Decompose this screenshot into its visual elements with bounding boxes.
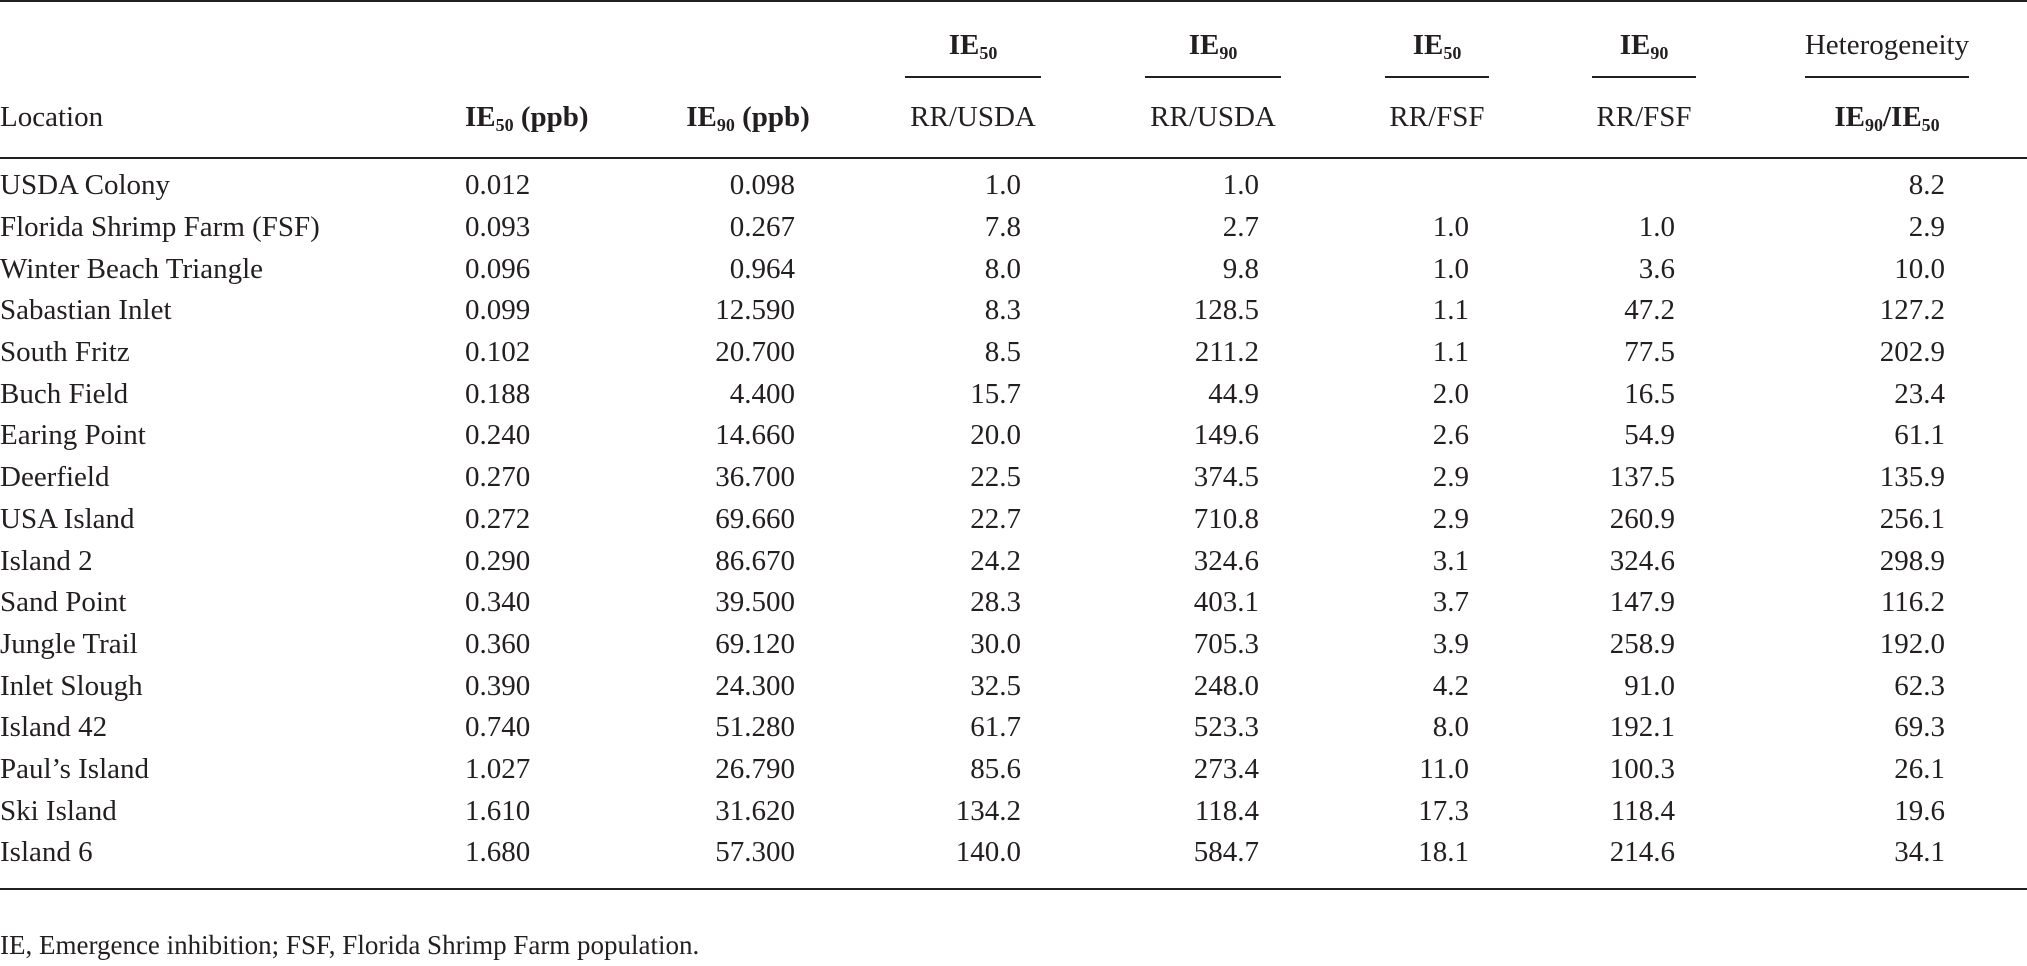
cell-ie50: 0.240 — [465, 419, 531, 452]
cell-rr-fsf-90: 54.9 — [1624, 419, 1675, 452]
table-row — [0, 415, 2027, 457]
cell-rr-usda-90: 118.4 — [1194, 794, 1259, 827]
table-row — [0, 624, 2027, 666]
group-header-empty — [465, 1, 643, 78]
table-row — [0, 582, 2027, 624]
cell-rr-usda-50: 22.5 — [970, 461, 1021, 494]
table-row — [0, 207, 2027, 249]
cell-rr-fsf-90 — [1541, 158, 1747, 207]
cell-location: Island 42 — [0, 711, 108, 744]
col-header-ie90 — [643, 78, 853, 158]
cell-rr-fsf-50: 2.9 — [1432, 502, 1469, 535]
cell-location: Earing Point — [0, 419, 146, 452]
group-header-heterogeneity — [1747, 1, 2027, 78]
cell-rr-usda-90: 1.0 — [1222, 169, 1259, 202]
cell-heterogeneity: 19.6 — [1894, 794, 1945, 827]
cell-rr-fsf-50 — [1333, 158, 1541, 207]
cell-location: Buch Field — [0, 377, 129, 410]
group-label-sub: 50 — [979, 43, 998, 64]
cell-location: Paul’s Island — [0, 752, 150, 785]
cell-heterogeneity: 127.2 — [1879, 294, 1945, 327]
cell-location: Inlet Slough — [0, 669, 143, 702]
cell-heterogeneity: 202.9 — [1879, 336, 1945, 369]
cell-ie50: 0.740 — [465, 711, 531, 744]
cell-rr-usda-90: 211.2 — [1194, 336, 1259, 369]
table-row — [0, 158, 2027, 207]
cell-rr-usda-90: 584.7 — [1093, 832, 1333, 889]
table-row — [0, 290, 2027, 332]
cell-rr-fsf-90: 192.1 — [1609, 711, 1675, 744]
cell-rr-fsf-90: 91.0 — [1624, 669, 1675, 702]
group-header-ie50-usda — [853, 1, 1093, 78]
group-label-sub: 50 — [1443, 43, 1462, 64]
table-row — [0, 248, 2027, 290]
cell-ie50: 1.610 — [465, 794, 531, 827]
cell-rr-usda-50: 134.2 — [955, 794, 1021, 827]
cell-rr-fsf-90: 118.4 — [1610, 794, 1675, 827]
cell-rr-usda-90: 248.0 — [1193, 669, 1259, 702]
cell-heterogeneity: 61.1 — [1894, 419, 1945, 452]
cell-rr-usda-50: 8.3 — [984, 294, 1021, 327]
table-row — [0, 832, 2027, 889]
cell-ie50: 0.096 — [465, 252, 531, 285]
cell-rr-usda-90: 128.5 — [1193, 294, 1259, 327]
cell-rr-usda-90: 9.8 — [1222, 252, 1259, 285]
cell-rr-fsf-90: 1.0 — [1638, 211, 1675, 244]
cell-rr-fsf-90: 258.9 — [1609, 627, 1675, 660]
cell-ie90: 14.660 — [715, 419, 795, 452]
group-label-base: IE — [1619, 29, 1651, 61]
cell-rr-fsf-90: 147.9 — [1609, 586, 1675, 619]
cell-rr-fsf-50: 1.1 — [1432, 336, 1469, 369]
cell-rr-fsf-50: 2.6 — [1432, 419, 1469, 452]
table-row — [0, 499, 2027, 541]
table-footnote: IE, Emergence inhibition; FSF, Florida Shrimp Farm population. — [0, 930, 700, 960]
cell-rr-usda-90: 149.6 — [1193, 419, 1259, 452]
cell-rr-usda-50: 15.7 — [970, 377, 1021, 410]
cell-rr-fsf-90: 324.6 — [1609, 544, 1675, 577]
cell-location: Winter Beach Triangle — [0, 252, 263, 285]
group-label — [905, 29, 1041, 78]
group-header-empty — [0, 1, 465, 78]
cell-rr-usda-90: 273.4 — [1193, 752, 1259, 785]
cell-location: Deerfield — [0, 461, 110, 494]
cell-rr-usda-50: 24.2 — [970, 544, 1021, 577]
cell-heterogeneity: 8.2 — [1908, 169, 1945, 202]
cell-rr-usda-90: 44.9 — [1208, 377, 1259, 410]
col-header-separator: / — [1882, 101, 1892, 133]
group-label — [1145, 29, 1281, 78]
cell-ie50: 1.680 — [465, 832, 643, 889]
cell-location: Ski Island — [0, 794, 117, 827]
cell-rr-usda-90: 710.8 — [1193, 502, 1259, 535]
cell-heterogeneity: 298.9 — [1879, 544, 1945, 577]
column-header-row — [0, 78, 2027, 158]
group-header-empty — [643, 1, 853, 78]
cell-rr-usda-90: 374.5 — [1193, 461, 1259, 494]
group-header-row — [0, 1, 2027, 78]
col-header-base: IE — [465, 101, 496, 133]
col-header-sub: 90 — [716, 115, 735, 136]
cell-rr-usda-50: 7.8 — [984, 211, 1021, 244]
cell-location: Island 2 — [0, 544, 93, 577]
cell-rr-fsf-50: 11.0 — [1419, 752, 1469, 785]
col-header-rr-fsf-50: RR/FSF — [1333, 78, 1541, 158]
col-header-rr-fsf-90: RR/FSF — [1541, 78, 1747, 158]
group-label: Heterogeneity — [1805, 29, 1969, 78]
group-label — [1385, 29, 1489, 78]
cell-rr-usda-50: 1.0 — [984, 169, 1021, 202]
col-header-base: IE — [1834, 101, 1865, 133]
cell-ie90: 12.590 — [715, 294, 795, 327]
cell-rr-usda-50: 85.6 — [970, 752, 1021, 785]
cell-heterogeneity: 256.1 — [1879, 502, 1945, 535]
cell-rr-fsf-50: 1.0 — [1432, 211, 1469, 244]
group-label-base: IE — [948, 29, 980, 61]
cell-ie90: 31.620 — [715, 794, 795, 827]
cell-rr-fsf-90: 47.2 — [1624, 294, 1675, 327]
cell-rr-usda-90: 403.1 — [1193, 586, 1259, 619]
cell-rr-fsf-90: 214.6 — [1541, 832, 1747, 889]
cell-rr-usda-50: 20.0 — [970, 419, 1021, 452]
cell-ie90: 36.700 — [715, 461, 795, 494]
cell-rr-fsf-90: 260.9 — [1609, 502, 1675, 535]
col-header-rr-usda-50: RR/USDA — [853, 78, 1093, 158]
cell-rr-fsf-90: 137.5 — [1609, 461, 1675, 494]
cell-rr-usda-50: 32.5 — [970, 669, 1021, 702]
cell-rr-fsf-50: 18.1 — [1333, 832, 1541, 889]
cell-ie50: 0.270 — [465, 461, 531, 494]
group-label — [1592, 29, 1696, 78]
group-header-ie90-usda — [1093, 1, 1333, 78]
cell-heterogeneity: 26.1 — [1894, 752, 1945, 785]
cell-heterogeneity: 192.0 — [1879, 627, 1945, 660]
group-label-sub: 90 — [1219, 43, 1238, 64]
cell-rr-fsf-90: 77.5 — [1624, 336, 1675, 369]
cell-rr-fsf-50: 1.0 — [1432, 252, 1469, 285]
cell-rr-usda-90: 324.6 — [1193, 544, 1259, 577]
cell-ie50: 1.027 — [465, 752, 531, 785]
cell-location: USDA Colony — [0, 169, 171, 202]
col-header-unit: (ppb) — [734, 101, 810, 133]
cell-ie50: 0.093 — [465, 211, 531, 244]
cell-ie50: 0.360 — [465, 627, 531, 660]
cell-rr-usda-90: 705.3 — [1193, 627, 1259, 660]
col-header-base: IE — [686, 101, 717, 133]
cell-ie50: 0.102 — [465, 336, 531, 369]
cell-rr-fsf-50: 3.1 — [1432, 544, 1469, 577]
cell-rr-fsf-50: 4.2 — [1432, 669, 1469, 702]
cell-ie90: 20.700 — [715, 336, 795, 369]
cell-ie90: 51.280 — [715, 711, 795, 744]
cell-ie90: 86.670 — [715, 544, 795, 577]
cell-ie50: 0.340 — [465, 586, 531, 619]
cell-ie50: 0.272 — [465, 502, 531, 535]
cell-rr-usda-90: 523.3 — [1193, 711, 1259, 744]
cell-heterogeneity: 23.4 — [1894, 377, 1945, 410]
cell-location: Island 6 — [0, 832, 465, 889]
cell-rr-fsf-50: 3.9 — [1432, 627, 1469, 660]
group-header-ie50-fsf — [1333, 1, 1541, 78]
group-header-ie90-fsf — [1541, 1, 1747, 78]
table-head — [0, 1, 2027, 158]
cell-rr-fsf-50: 1.1 — [1432, 294, 1469, 327]
cell-rr-fsf-50: 2.9 — [1432, 461, 1469, 494]
cell-rr-usda-50: 28.3 — [970, 586, 1021, 619]
cell-ie90: 0.098 — [729, 169, 795, 202]
cell-ie90: 0.964 — [729, 252, 795, 285]
group-label-base: IE — [1412, 29, 1444, 61]
cell-location: Sand Point — [0, 586, 127, 619]
col-header-rr-usda-90: RR/USDA — [1093, 78, 1333, 158]
cell-rr-usda-50: 140.0 — [853, 832, 1093, 889]
cell-heterogeneity: 34.1 — [1747, 832, 2027, 889]
cell-ie90: 69.660 — [715, 502, 795, 535]
cell-rr-fsf-90: 100.3 — [1609, 752, 1675, 785]
col-header-sub: 50 — [495, 115, 514, 136]
cell-ie90: 0.267 — [729, 211, 795, 244]
table-row — [0, 540, 2027, 582]
cell-rr-fsf-90: 3.6 — [1638, 252, 1675, 285]
cell-ie90: 24.300 — [715, 669, 795, 702]
cell-heterogeneity: 62.3 — [1894, 669, 1945, 702]
cell-ie90: 4.400 — [729, 377, 795, 410]
cell-ie50: 0.099 — [465, 294, 531, 327]
col-header-location: Location — [0, 78, 465, 158]
cell-location: Florida Shrimp Farm (FSF) — [0, 211, 320, 244]
cell-location: USA Island — [0, 502, 135, 535]
cell-rr-fsf-50: 8.0 — [1432, 711, 1469, 744]
col-header-sub: 90 — [1865, 115, 1883, 136]
cell-rr-usda-50: 8.5 — [984, 336, 1021, 369]
table-row — [0, 665, 2027, 707]
col-header-sub: 50 — [1921, 115, 1940, 136]
table-body — [0, 158, 2027, 889]
cell-ie50: 0.390 — [465, 669, 531, 702]
cell-ie50: 0.290 — [465, 544, 531, 577]
cell-location: Jungle Trail — [0, 627, 138, 660]
group-label-sub: 90 — [1650, 43, 1669, 64]
cell-heterogeneity: 135.9 — [1879, 461, 1945, 494]
col-header-heterogeneity-ratio — [1747, 78, 2027, 158]
table-row — [0, 457, 2027, 499]
cell-ie90: 69.120 — [715, 627, 795, 660]
cell-rr-usda-50: 22.7 — [970, 502, 1021, 535]
table-row — [0, 749, 2027, 791]
table-row — [0, 790, 2027, 832]
group-label-base: IE — [1188, 29, 1220, 61]
cell-location: Sabastian Inlet — [0, 294, 172, 327]
col-header-unit: (ppb) — [513, 101, 589, 133]
cell-rr-fsf-50: 3.7 — [1432, 586, 1469, 619]
cell-ie50: 0.012 — [465, 169, 531, 202]
cell-ie90: 26.790 — [715, 752, 795, 785]
table-row — [0, 707, 2027, 749]
cell-location: South Fritz — [0, 336, 130, 369]
cell-rr-usda-50: 30.0 — [970, 627, 1021, 660]
cell-ie90: 57.300 — [643, 832, 853, 889]
col-header-base: IE — [1891, 101, 1922, 133]
cell-rr-usda-90: 2.7 — [1222, 211, 1259, 244]
cell-heterogeneity: 69.3 — [1894, 711, 1945, 744]
cell-ie90: 39.500 — [715, 586, 795, 619]
cell-heterogeneity: 2.9 — [1908, 211, 1945, 244]
table-row — [0, 373, 2027, 415]
table-row — [0, 332, 2027, 374]
cell-rr-usda-50: 61.7 — [970, 711, 1021, 744]
col-header-ie50 — [465, 78, 643, 158]
cell-ie50: 0.188 — [465, 377, 531, 410]
cell-heterogeneity: 10.0 — [1894, 252, 1945, 285]
cell-heterogeneity: 116.2 — [1880, 586, 1945, 619]
cell-rr-fsf-50: 2.0 — [1432, 377, 1469, 410]
cell-rr-usda-50: 8.0 — [984, 252, 1021, 285]
cell-rr-fsf-90: 16.5 — [1624, 377, 1675, 410]
cell-rr-fsf-50: 17.3 — [1418, 794, 1469, 827]
